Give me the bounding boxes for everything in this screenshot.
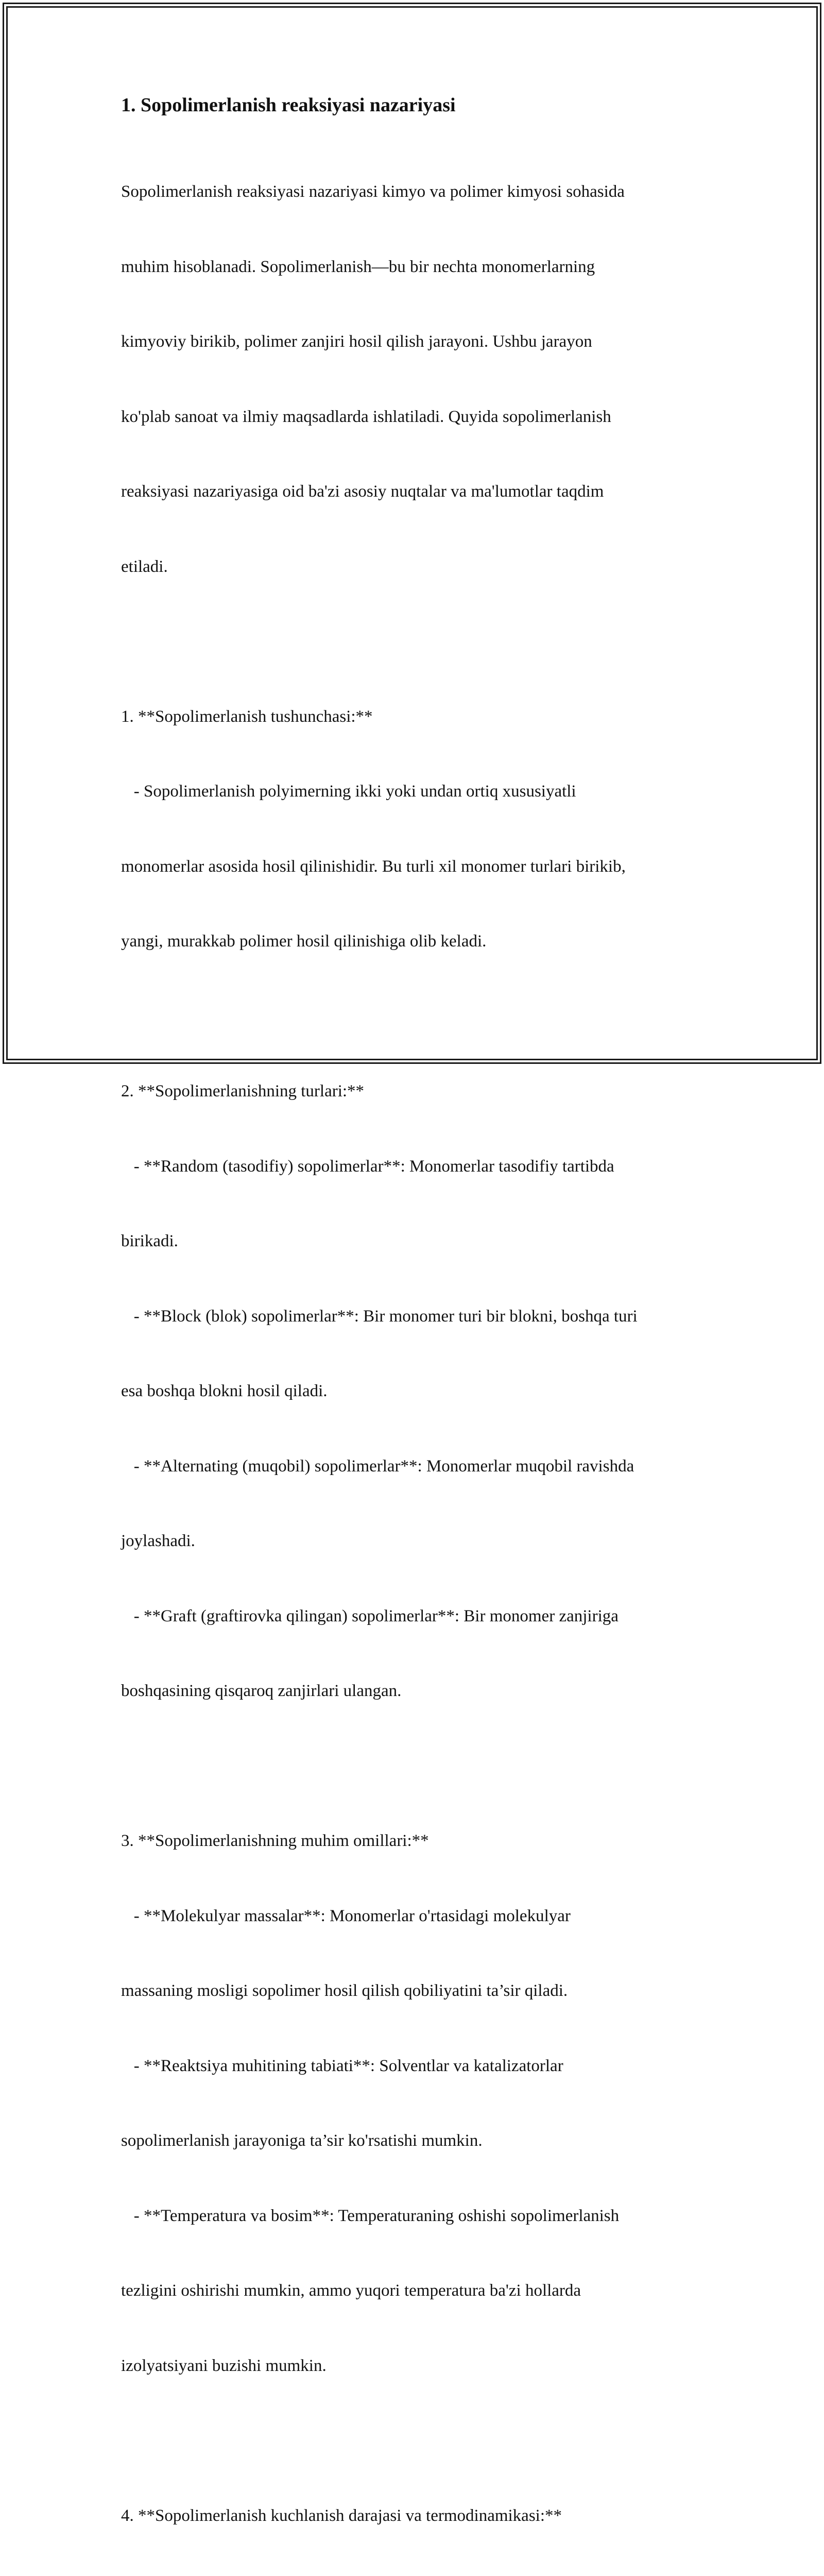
document-title: 1. Sopolimerlanish reaksiyasi nazariyasi [121, 94, 456, 116]
text-line: izolyatsiyani buzishi mumkin. [121, 2356, 327, 2375]
text-line: boshqasining qisqaroq zanjirlari ulangan. [121, 1682, 402, 1701]
text-line: esa boshqa blokni hosil qiladi. [121, 1382, 328, 1401]
text-line: muhim hisoblanadi. Sopolimerlanish—bu bir nechta monomerlarning [121, 257, 595, 276]
intro-paragraph [121, 129, 703, 629]
text-line: - **Random (tasodifiy) sopolimerlar**: Monomerlar tasodifiy tartibda [121, 1157, 614, 1176]
section-1 [121, 654, 703, 1004]
text-line: - **Block (blok) sopolimerlar**: Bir monomer turi bir blokni, boshqa turi [121, 1307, 638, 1326]
text-line: joylashadi. [121, 1532, 195, 1551]
document-body [121, 93, 703, 2576]
text-line: monomerlar asosida hosil qilinishidir. Bu turli xil monomer turlari birikib, [121, 857, 626, 876]
text-line: ko'plab sanoat va ilmiy maqsadlarda ishlatiladi. Quyida sopolimerlanish [121, 407, 611, 426]
paragraph-gap [121, 629, 703, 654]
text-line: sopolimerlanish jarayoniga ta’sir ko'rsatishi mumkin. [121, 2131, 483, 2150]
section-heading: 2. **Sopolimerlanishning turlari:** [121, 1082, 365, 1101]
text-line: massaning mosligi sopolimer hosil qilish qobiliyatini ta’sir qiladi. [121, 1981, 568, 2001]
text-line: - **Alternating (muqobil) sopolimerlar**: Monomerlar muqobil ravishda [121, 1456, 634, 1476]
section-3 [121, 1778, 703, 2428]
text-line: - **Graft (graftirovka qilingan) sopolimerlar**: Bir monomer zanjiriga [121, 1606, 619, 1625]
text-line: - **Molekulyar massalar**: Monomerlar o'rtasidagi molekulyar [121, 1906, 571, 1925]
text-line: birikadi. [121, 1232, 178, 1251]
section-heading: 1. **Sopolimerlanish tushunchasi:** [121, 707, 373, 726]
section-2 [121, 1029, 703, 1754]
text-line: etiladi. [121, 557, 168, 576]
paragraph-gap [121, 2428, 703, 2453]
paragraph-gap [121, 1004, 703, 1029]
section-heading: 3. **Sopolimerlanishning muhim omillari:** [121, 1832, 429, 1851]
text-line: Sopolimerlanish reaksiyasi nazariyasi kimyo va polimer kimyosi sohasida [121, 182, 625, 201]
paragraph-gap [121, 1754, 703, 1779]
text-line: tezligini oshirishi mumkin, ammo yuqori temperatura ba'zi hollarda [121, 2281, 581, 2300]
section-4 [121, 2453, 703, 2576]
text-line: reaksiyasi nazariyasiga oid ba'zi asosiy nuqtalar va ma'lumotlar taqdim [121, 482, 604, 501]
text-line: - Sopolimerlanish polyimerning ikki yoki undan ortiq xususiyatli [121, 782, 576, 801]
text-line: - **Temperatura va bosim**: Temperaturaning oshishi sopolimerlanish [121, 2206, 620, 2225]
text-line: yangi, murakkab polimer hosil qilinishiga olib keladi. [121, 932, 487, 951]
text-line: kimyoviy birikib, polimer zanjiri hosil qilish jarayoni. Ushbu jarayon [121, 332, 592, 351]
text-line: - **Reaktsiya muhitining tabiati**: Solventlar va katalizatorlar [121, 2056, 563, 2075]
section-heading: 4. **Sopolimerlanish kuchlanish darajasi va termodinamikasi:** [121, 2506, 562, 2525]
